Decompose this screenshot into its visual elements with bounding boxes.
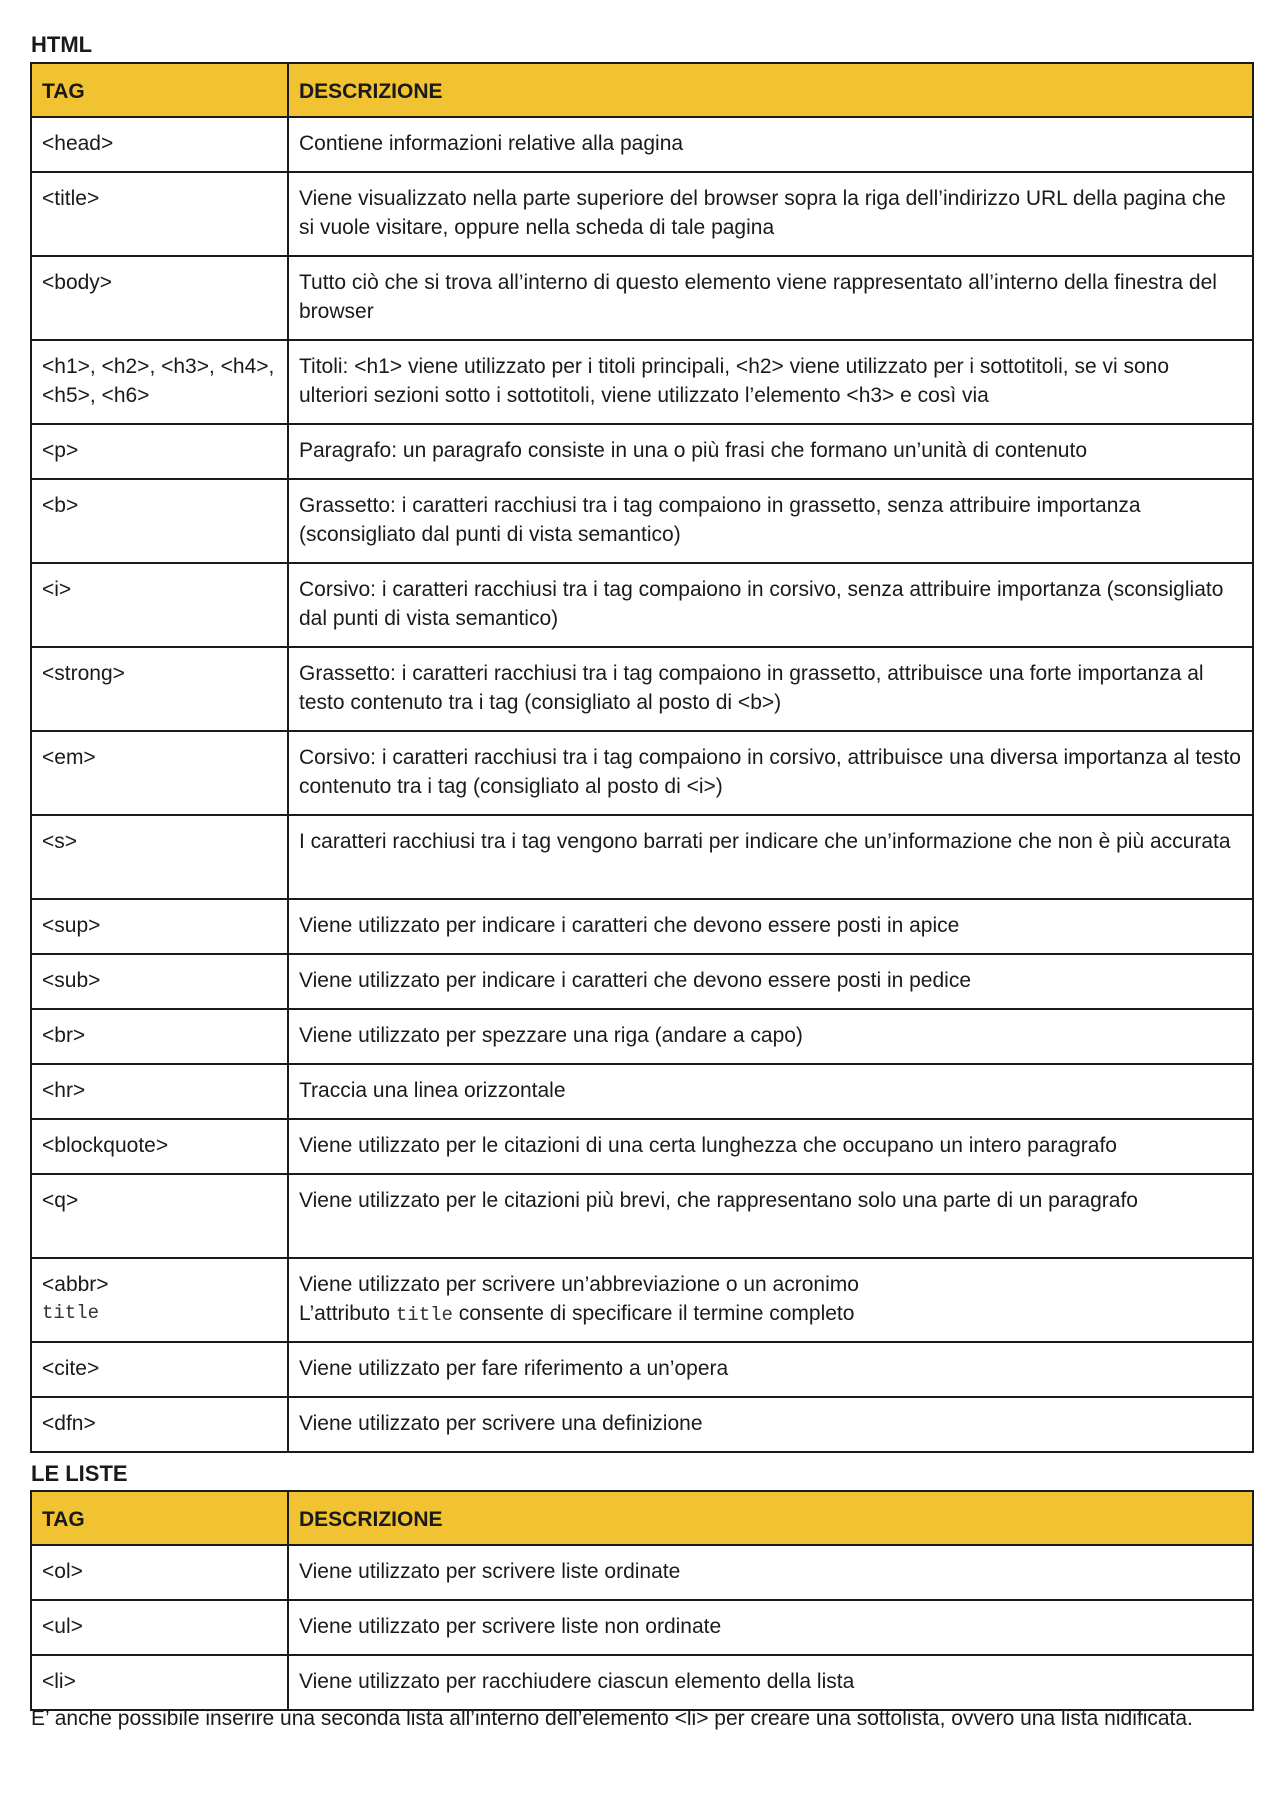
tag-cell: <h1>, <h2>, <h3>, <h4>, <h5>, <h6> xyxy=(31,340,288,424)
description-cell xyxy=(288,1258,1253,1342)
nested-list-note: E’ anche possibile inserire una seconda lista all’interno dell’elemento <li> per creare una sottolista, ovvero una lista nidificata. xyxy=(31,1707,1193,1730)
description-cell: Viene utilizzato per le citazioni di una certa lunghezza che occupano un intero paragrafo xyxy=(288,1119,1253,1174)
table-row xyxy=(31,899,1253,954)
tag-cell: <body> xyxy=(31,256,288,340)
tag-cell: <blockquote> xyxy=(31,1119,288,1174)
table-row xyxy=(31,563,1253,647)
table-row xyxy=(31,1119,1253,1174)
lists-tags-table xyxy=(30,1490,1254,1711)
description-text: consente di specificare il termine completo xyxy=(452,1302,855,1325)
attribute-code: title xyxy=(395,1304,453,1326)
table-row xyxy=(31,340,1253,424)
table-row xyxy=(31,1258,1253,1342)
tag-cell: <cite> xyxy=(31,1342,288,1397)
column-header-descrizione: DESCRIZIONE xyxy=(288,63,1253,117)
tag-cell xyxy=(31,1258,288,1342)
table-row xyxy=(31,256,1253,340)
column-header-descrizione: DESCRIZIONE xyxy=(288,1491,1253,1545)
table-row xyxy=(31,815,1253,899)
table-header-row xyxy=(31,1491,1253,1545)
table-row xyxy=(31,647,1253,731)
table-row xyxy=(31,117,1253,172)
description-cell: Viene utilizzato per scrivere liste ordinate xyxy=(288,1545,1253,1600)
tag-cell: <li> xyxy=(31,1655,288,1710)
section-title-lists: LE LISTE xyxy=(31,1461,128,1486)
description-cell: Corsivo: i caratteri racchiusi tra i tag compaiono in corsivo, attribuisce una diversa importanza al testo contenuto tra i tag (consigliato al posto di <i>) xyxy=(288,731,1253,815)
tag-cell: <i> xyxy=(31,563,288,647)
tag-cell: <title> xyxy=(31,172,288,256)
description-cell: Contiene informazioni relative alla pagina xyxy=(288,117,1253,172)
table-row xyxy=(31,1655,1253,1710)
tag-cell: <br> xyxy=(31,1009,288,1064)
description-cell: Titoli: <h1> viene utilizzato per i titoli principali, <h2> viene utilizzato per i sottotitoli, se vi sono ulteriori sezioni sotto i sottotitoli, viene utilizzato l’elemento <h3> e così via xyxy=(288,340,1253,424)
tag-attribute: title xyxy=(42,1302,100,1324)
table-header-row xyxy=(31,63,1253,117)
tag-cell: <sub> xyxy=(31,954,288,1009)
description-cell: Grassetto: i caratteri racchiusi tra i tag compaiono in grassetto, senza attribuire importanza (sconsigliato dal punti di vista semantico) xyxy=(288,479,1253,563)
html-tags-table xyxy=(30,62,1254,1453)
description-cell: Viene utilizzato per spezzare una riga (andare a capo) xyxy=(288,1009,1253,1064)
description-cell: Grassetto: i caratteri racchiusi tra i tag compaiono in grassetto, attribuisce una forte importanza al testo contenuto tra i tag (consigliato al posto di <b>) xyxy=(288,647,1253,731)
tag-cell: <hr> xyxy=(31,1064,288,1119)
table-row xyxy=(31,954,1253,1009)
tag-cell: <ol> xyxy=(31,1545,288,1600)
description-cell: I caratteri racchiusi tra i tag vengono barrati per indicare che un’informazione che non è più accurata xyxy=(288,815,1253,899)
tag-cell: <ul> xyxy=(31,1600,288,1655)
table-row xyxy=(31,479,1253,563)
description-line: Viene utilizzato per scrivere un’abbreviazione o un acronimo xyxy=(299,1273,859,1296)
description-cell: Viene utilizzato per le citazioni più brevi, che rappresentano solo una parte di un paragrafo xyxy=(288,1174,1253,1258)
description-cell: Traccia una linea orizzontale xyxy=(288,1064,1253,1119)
description-cell: Viene utilizzato per fare riferimento a un’opera xyxy=(288,1342,1253,1397)
table-row xyxy=(31,1009,1253,1064)
table-row xyxy=(31,1174,1253,1258)
table-row xyxy=(31,1545,1253,1600)
description-cell: Viene utilizzato per scrivere una definizione xyxy=(288,1397,1253,1452)
description-cell: Viene utilizzato per racchiudere ciascun elemento della lista xyxy=(288,1655,1253,1710)
description-cell: Viene visualizzato nella parte superiore del browser sopra la riga dell’indirizzo URL della pagina che si vuole visitare, oppure nella scheda di tale pagina xyxy=(288,172,1253,256)
section-title-html: HTML xyxy=(31,32,93,57)
description-line xyxy=(299,1299,1242,1330)
description-cell: Viene utilizzato per scrivere liste non ordinate xyxy=(288,1600,1253,1655)
tag-cell: <head> xyxy=(31,117,288,172)
table-row xyxy=(31,424,1253,479)
column-header-tag: TAG xyxy=(31,1491,288,1545)
description-cell: Paragrafo: un paragrafo consiste in una o più frasi che formano un’unità di contenuto xyxy=(288,424,1253,479)
description-cell: Viene utilizzato per indicare i caratteri che devono essere posti in pedice xyxy=(288,954,1253,1009)
tag-cell: <s> xyxy=(31,815,288,899)
tag-cell: <em> xyxy=(31,731,288,815)
description-text: L’attributo xyxy=(299,1302,396,1325)
table-row xyxy=(31,1064,1253,1119)
tag-cell: <b> xyxy=(31,479,288,563)
tag-cell: <p> xyxy=(31,424,288,479)
table-row xyxy=(31,172,1253,256)
table-row xyxy=(31,731,1253,815)
table-row xyxy=(31,1600,1253,1655)
tag-name: <abbr> xyxy=(42,1273,109,1296)
tag-cell: <dfn> xyxy=(31,1397,288,1452)
table-row xyxy=(31,1342,1253,1397)
tag-cell: <q> xyxy=(31,1174,288,1258)
description-cell: Tutto ciò che si trova all’interno di questo elemento viene rappresentato all’interno della finestra del browser xyxy=(288,256,1253,340)
tag-cell: <strong> xyxy=(31,647,288,731)
tag-cell: <sup> xyxy=(31,899,288,954)
column-header-tag: TAG xyxy=(31,63,288,117)
table-row xyxy=(31,1397,1253,1452)
description-cell: Corsivo: i caratteri racchiusi tra i tag compaiono in corsivo, senza attribuire importanza (sconsigliato dal punti di vista semantico) xyxy=(288,563,1253,647)
description-cell: Viene utilizzato per indicare i caratteri che devono essere posti in apice xyxy=(288,899,1253,954)
